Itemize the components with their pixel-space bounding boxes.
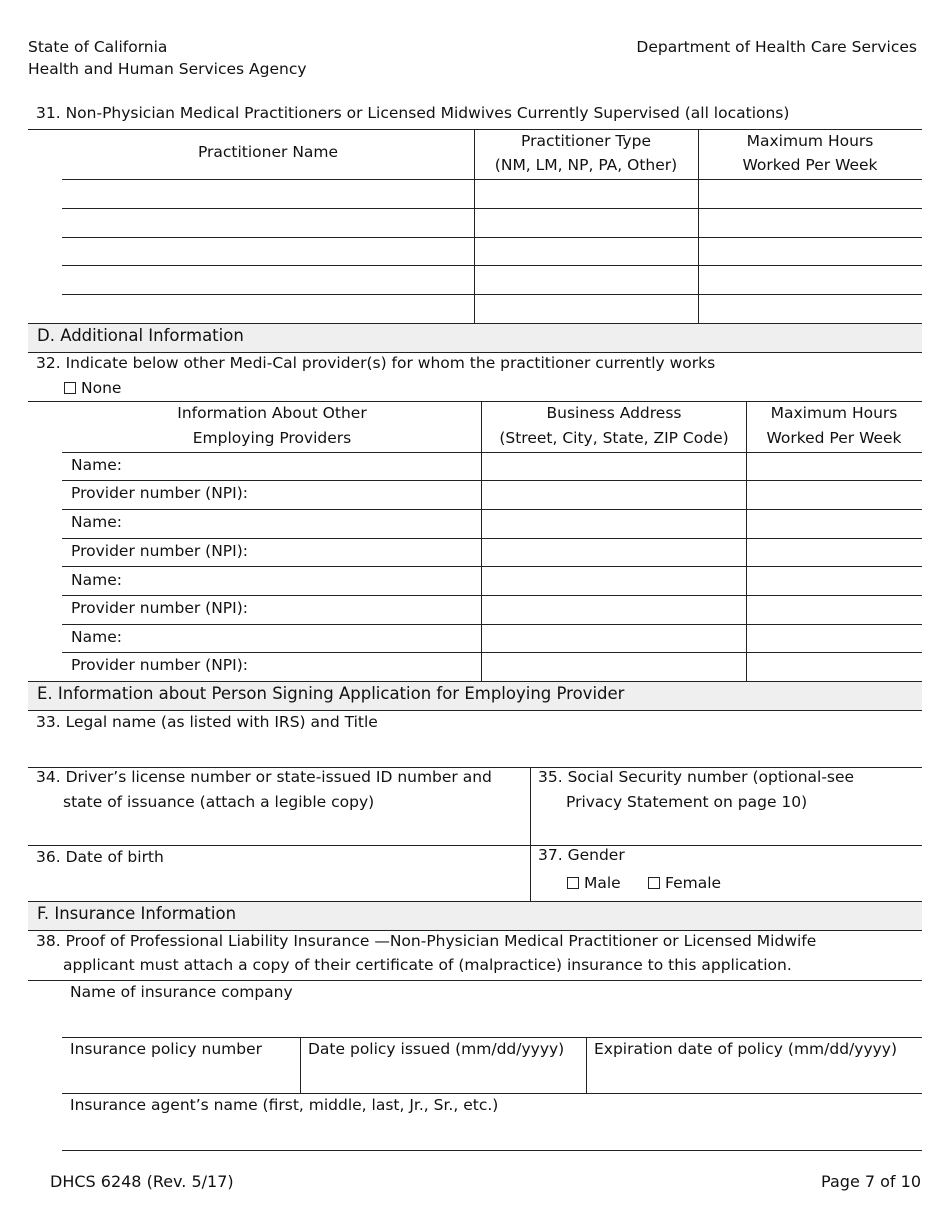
q31-name-field[interactable] [62, 180, 474, 208]
divider [28, 980, 922, 981]
q31-col-type-2: (NM, LM, NP, PA, Other) [494, 156, 678, 174]
q31-col-hours-2: Worked Per Week [742, 156, 878, 174]
divider [28, 323, 922, 324]
q31-col-name: Practitioner Name [197, 143, 339, 161]
divider [28, 710, 922, 711]
q31-type-field[interactable] [475, 238, 698, 265]
q32-col-addr-2: (Street, City, State, ZIP Code) [499, 429, 729, 447]
q33-label: 33. Legal name (as listed with IRS) and Title [36, 713, 378, 731]
gender-female-label: Female [665, 874, 722, 892]
q31-type-field[interactable] [475, 266, 698, 294]
insurance-company-field[interactable] [62, 1005, 922, 1036]
q32-row-name: Name: [71, 513, 122, 531]
policy-number-field[interactable] [62, 1062, 300, 1092]
q32-label: 32. Indicate below other Medi-Cal provider(s) for whom the practitioner currently works [36, 354, 716, 372]
header-state: State of California [28, 38, 168, 56]
divider [62, 1037, 922, 1038]
ssn-field[interactable] [531, 815, 922, 845]
agent-name-field[interactable] [62, 1118, 922, 1149]
q31-type-field[interactable] [475, 180, 698, 208]
expiration-date-label: Expiration date of policy (mm/dd/yyyy) [594, 1040, 898, 1058]
insurance-company-label: Name of insurance company [70, 983, 293, 1001]
policy-number-label: Insurance policy number [70, 1040, 263, 1058]
legal-name-title-field[interactable] [28, 735, 922, 766]
q31-col-hours-1: Maximum Hours [746, 132, 874, 150]
q32-hours-field[interactable] [747, 453, 922, 681]
drivers-license-field[interactable] [28, 815, 530, 845]
header-agency: Health and Human Services Agency [28, 60, 307, 78]
q31-hours-field[interactable] [699, 295, 922, 323]
q32-address-field[interactable] [482, 453, 746, 681]
divider [28, 681, 922, 682]
q35-line2: Privacy Statement on page 10) [566, 793, 808, 811]
q31-name-field[interactable] [62, 238, 474, 265]
q32-col-hours-1: Maximum Hours [770, 404, 898, 422]
male-checkbox[interactable] [567, 877, 579, 889]
q32-row-name: Name: [71, 571, 122, 589]
q35-line1: 35. Social Security number (optional-see [538, 768, 855, 786]
q31-name-field[interactable] [62, 295, 474, 323]
q37-label: 37. Gender [538, 846, 625, 864]
q38-line1: 38. Proof of Professional Liability Insurance —Non-Physician Medical Practitioner or Licensed Midwife [36, 932, 817, 950]
q31-hours-field[interactable] [699, 209, 922, 237]
q31-hours-field[interactable] [699, 266, 922, 294]
section-f-title: F. Insurance Information [37, 904, 237, 923]
q31-hours-field[interactable] [699, 238, 922, 265]
section-e-title: E. Information about Person Signing Application for Employing Provider [37, 684, 625, 703]
divider [62, 1093, 922, 1094]
q38-line2: applicant must attach a copy of their certificate of (malpractice) insurance to this application. [63, 956, 792, 974]
divider [28, 901, 922, 902]
q36-label: 36. Date of birth [36, 848, 164, 866]
q32-none-option[interactable] [64, 379, 121, 398]
gender-male-label: Male [584, 874, 621, 892]
q31-name-field[interactable] [62, 209, 474, 237]
q34-line2: state of issuance (attach a legible copy) [63, 793, 375, 811]
q32-col-info-1: Information About Other [177, 404, 367, 422]
section-d-title: D. Additional Information [37, 326, 244, 345]
q32-row-npi: Provider number (NPI): [71, 484, 248, 502]
date-issued-field[interactable] [301, 1062, 586, 1092]
q31-col-type-1: Practitioner Type [521, 132, 651, 150]
q32-none-label: None [81, 379, 122, 397]
date-issued-label: Date policy issued (mm/dd/yyyy) [308, 1040, 565, 1058]
q32-row-npi: Provider number (NPI): [71, 542, 248, 560]
female-checkbox[interactable] [648, 877, 660, 889]
form-id: DHCS 6248 (Rev. 5/17) [50, 1172, 234, 1191]
gender-male-option[interactable] [567, 874, 621, 893]
divider [28, 845, 922, 846]
divider [62, 1150, 922, 1151]
q32-row-name: Name: [71, 628, 122, 646]
none-checkbox[interactable] [64, 382, 76, 394]
date-of-birth-field[interactable] [28, 870, 530, 901]
q32-row-npi: Provider number (NPI): [71, 599, 248, 617]
expiration-date-field[interactable] [587, 1062, 922, 1092]
q31-hours-field[interactable] [699, 180, 922, 208]
header-department: Department of Health Care Services [636, 38, 917, 56]
q31-type-field[interactable] [475, 295, 698, 323]
divider [28, 930, 922, 931]
q31-type-field[interactable] [475, 209, 698, 237]
divider [28, 352, 922, 353]
page-number: Page 7 of 10 [821, 1172, 921, 1191]
q32-col-hours-2: Worked Per Week [766, 429, 902, 447]
q34-line1: 34. Driver’s license number or state-issued ID number and [36, 768, 492, 786]
q32-row-npi: Provider number (NPI): [71, 656, 248, 674]
q32-row-name: Name: [71, 456, 122, 474]
q31-label: 31. Non-Physician Medical Practitioners or Licensed Midwives Currently Supervised (all locations) [36, 104, 790, 122]
q32-col-info-2: Employing Providers [192, 429, 352, 447]
q31-name-field[interactable] [62, 266, 474, 294]
agent-name-label: Insurance agent’s name (first, middle, last, Jr., Sr., etc.) [70, 1096, 499, 1114]
q32-col-addr-1: Business Address [546, 404, 682, 422]
gender-female-option[interactable] [648, 874, 721, 893]
